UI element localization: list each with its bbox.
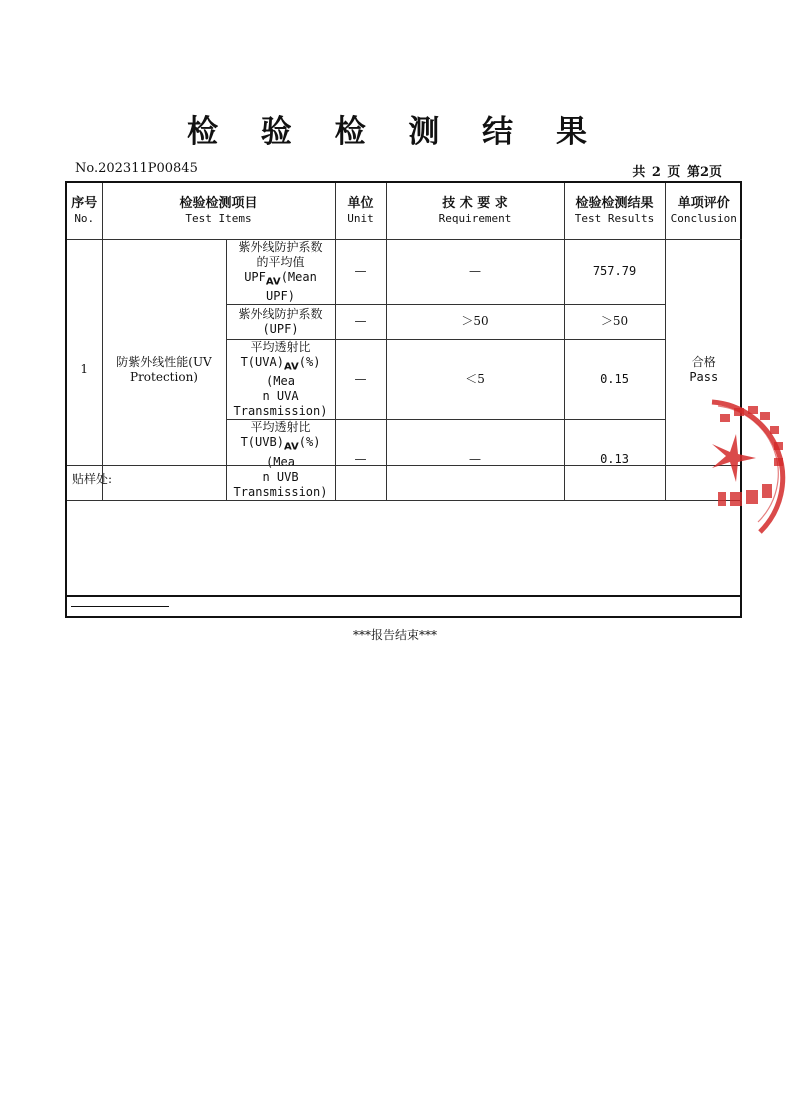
signature-line xyxy=(71,606,169,607)
document-title: 检 验 检 测 结 果 xyxy=(187,114,603,150)
result-cell: 0.15 xyxy=(564,339,665,419)
results-table xyxy=(67,183,742,501)
report-end-mark: ***报告结束*** xyxy=(352,628,437,642)
unit-cell: — xyxy=(335,239,386,304)
header-requirement: 技 术 要 求 Requirement xyxy=(386,183,564,239)
header-test-results: 检验检测结果 Test Results xyxy=(564,183,665,239)
header-seq: 序号 No. xyxy=(67,183,102,239)
unit-cell: — xyxy=(335,339,386,419)
category-cell: 防紫外线性能(UV Protection) xyxy=(102,239,226,500)
header-test-items: 检验检测项目 Test Items xyxy=(102,183,335,239)
requirement-cell: — xyxy=(386,239,564,304)
sample-attach-area xyxy=(67,465,740,596)
seq-cell: 1 xyxy=(67,239,102,500)
table-row xyxy=(67,239,742,304)
requirement-cell: — xyxy=(386,420,564,500)
header-unit: 单位 Unit xyxy=(335,183,386,239)
requirement-cell: ＜5 xyxy=(386,339,564,419)
result-cell: 0.13 xyxy=(564,420,665,500)
official-seal-stamp xyxy=(700,384,790,536)
requirement-cell: ＞50 xyxy=(386,304,564,339)
unit-cell: — xyxy=(335,420,386,500)
page-indicator: 共 2 页 第2页 xyxy=(632,165,722,180)
item-cell: 平均透射比 $T(UVA)_{AV}(\%)(Mea$ n UVA Transmission) xyxy=(226,339,335,419)
result-cell: 757.79 xyxy=(564,239,665,304)
item-cell: 紫外线防护系数 的平均值 $UPF_{AV}(Mean$ UPF) xyxy=(226,239,335,304)
signature-strip xyxy=(67,595,740,618)
results-frame xyxy=(65,181,742,618)
item-cell: 紫外线防护系数 (UPF) xyxy=(226,304,335,339)
unit-cell: — xyxy=(335,304,386,339)
table-header-row xyxy=(67,183,742,239)
report-number: No.202311P00845 xyxy=(75,161,198,176)
item-cell: 平均透射比 $T(UVB)_{AV}(\%)(Mea$ n UVB Transmission) xyxy=(226,420,335,500)
sample-attach-label: 贴样处: xyxy=(72,472,113,486)
header-conclusion: 单项评价 Conclusion xyxy=(665,183,742,239)
result-cell: ＞50 xyxy=(564,304,665,339)
conclusion-cell: 合格 Pass xyxy=(665,239,742,500)
